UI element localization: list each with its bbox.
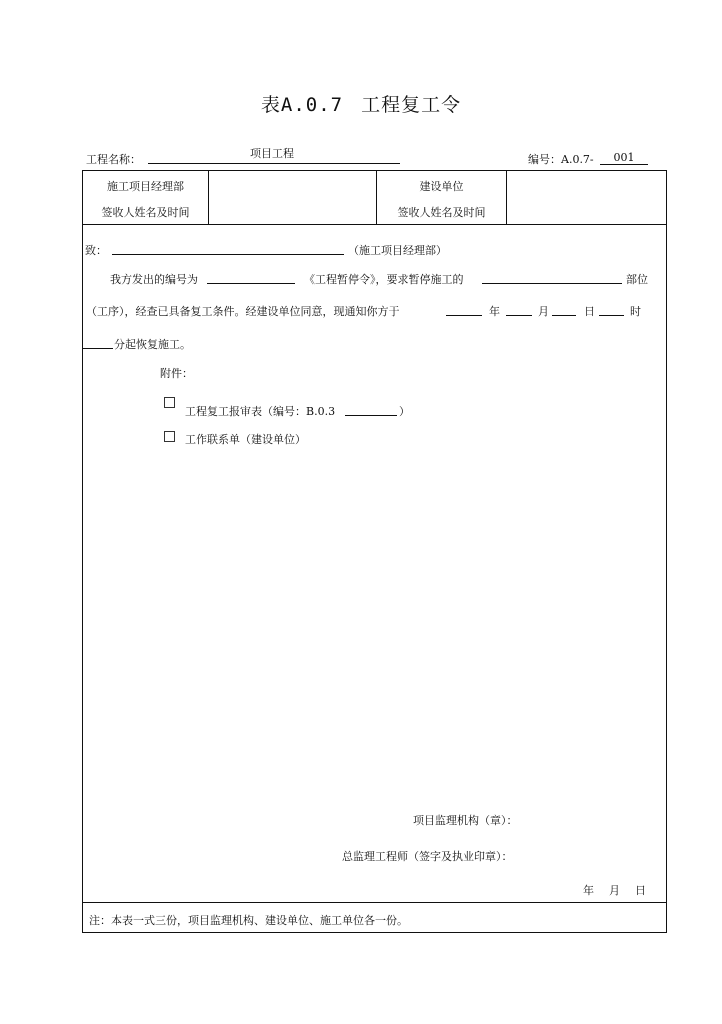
recipient-field[interactable] bbox=[112, 241, 344, 255]
year-label: 年 bbox=[489, 305, 500, 318]
year-field[interactable] bbox=[446, 302, 482, 316]
chief-engineer-label: 总监理工程师（签字及执业印章）： bbox=[342, 850, 513, 863]
day-field[interactable] bbox=[552, 302, 576, 316]
hour-label: 时 bbox=[630, 305, 641, 318]
attachments-label: 附件： bbox=[160, 367, 193, 380]
contractor-dept-label: 施工项目经理部 bbox=[107, 180, 184, 193]
owner-unit-label: 建设单位 bbox=[419, 180, 464, 193]
line1-text-a: 我方发出的编号为 bbox=[110, 273, 198, 286]
suspension-number-field[interactable] bbox=[207, 270, 295, 284]
project-name-label: 工程名称： bbox=[86, 153, 141, 166]
attachment-2-checkbox[interactable] bbox=[164, 431, 175, 444]
form-number-value[interactable]: 001 bbox=[600, 151, 648, 165]
project-name-value: 项目工程 bbox=[250, 147, 294, 160]
contractor-signature-field[interactable] bbox=[209, 175, 375, 221]
recipient-suffix: （施工项目经理部） bbox=[348, 244, 447, 257]
attachment-1-label: 工程复工报审表（编号：B.0.3 bbox=[185, 405, 336, 418]
hour-field[interactable] bbox=[599, 302, 624, 316]
attachment-1-number-field[interactable] bbox=[345, 402, 397, 416]
form-name: 工程复工令 bbox=[361, 94, 462, 116]
line2-text: （工序），经查已具备复工条件。经建设单位同意，现通知你方于 bbox=[86, 305, 400, 318]
month-label: 月 bbox=[538, 305, 549, 318]
form-code: 表A.0.7 bbox=[260, 94, 344, 116]
form-number-label: 编号：A.0.7- bbox=[528, 153, 594, 166]
attachment-1-end: ） bbox=[399, 405, 410, 418]
attachment-1-checkbox[interactable] bbox=[164, 397, 175, 410]
contractor-signee-label: 签收人姓名及时间 bbox=[101, 206, 190, 219]
footer-note: 注：本表一式三份，项目监理机构、建设单位、施工单位各一份。 bbox=[89, 914, 408, 927]
line3-text: 分起恢复施工。 bbox=[114, 338, 191, 351]
minute-field[interactable] bbox=[83, 335, 113, 349]
attachment-2-label: 工作联系单（建设单位） bbox=[185, 433, 306, 446]
to-label: 致： bbox=[85, 244, 107, 257]
month-field[interactable] bbox=[506, 302, 532, 316]
owner-signature-field[interactable] bbox=[507, 175, 665, 221]
owner-signee-label: 签收人姓名及时间 bbox=[397, 206, 486, 219]
signature-date: 年 月 日 bbox=[583, 884, 648, 897]
day-label: 日 bbox=[584, 305, 595, 318]
suspended-part-field[interactable] bbox=[482, 270, 622, 284]
supervision-org-label: 项目监理机构（章）： bbox=[413, 814, 518, 827]
line1-text-c: 部位 bbox=[626, 273, 648, 286]
line1-text-b: 《工程暂停令》，要求暂停施工的 bbox=[304, 273, 464, 286]
page-title bbox=[0, 90, 722, 117]
